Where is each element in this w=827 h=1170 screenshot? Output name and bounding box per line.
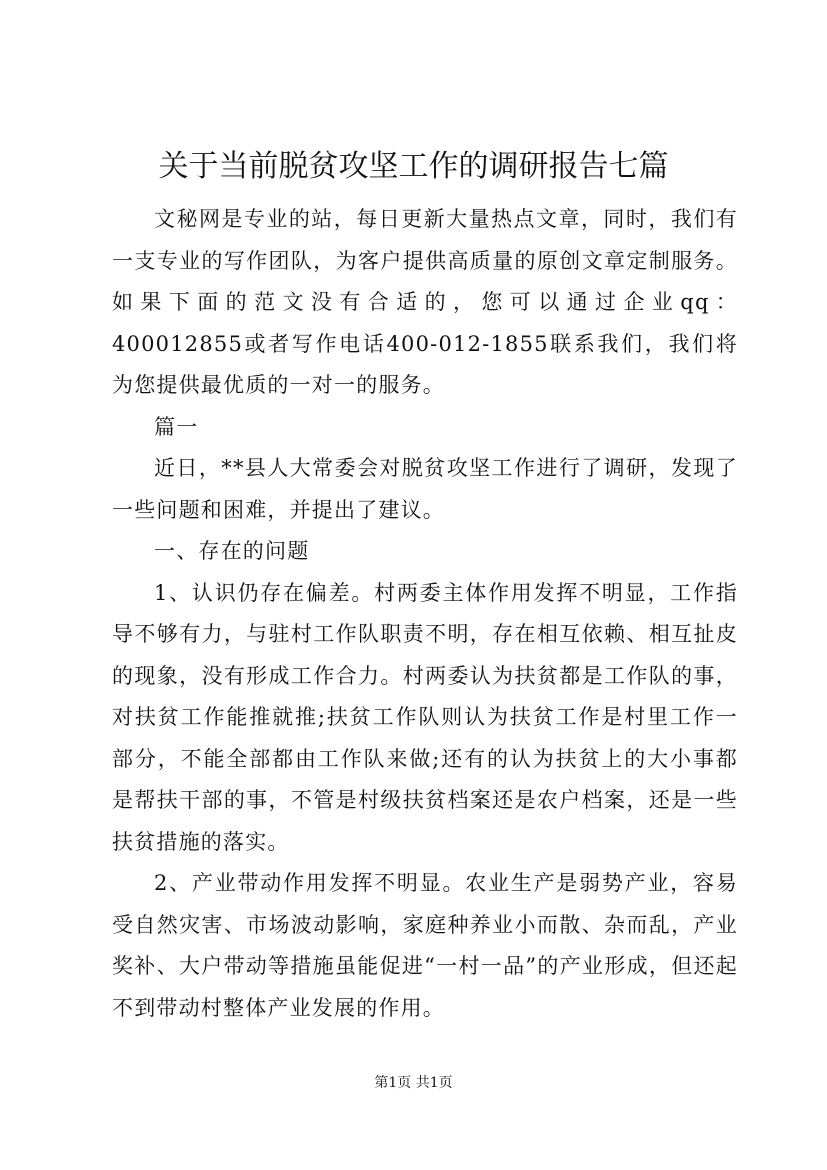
section-heading-part-one: 篇一: [154, 414, 199, 439]
document-body: [112, 199, 738, 1029]
page-footer: 第1页 共1页: [374, 1075, 453, 1091]
paragraph-problem-2: 2、产业带动作用发挥不明显。农业生产是弱势产业，容易受自然灾害、市场波动影响，家庭种养业小而散、杂而乱，产业奖补、大户带动等措施虽能促进“一村一品”的产业形成，但还起不到带动村整体产业发展的作用。: [112, 871, 738, 1020]
paragraph-problem-1: 1、认识仍存在偏差。村两委主体作用发挥不明显，工作指导不够有力，与驻村工作队职责不明，存在相互依赖、相互扯皮的现象，没有形成工作合力。村两委认为扶贫都是工作队的事，对扶贫工作能推就推;扶贫工作队则认为扶贫工作是村里工作一部分，不能全部都由工作队来做;还有的认为扶贫上的大小事都是帮扶干部的事，不管是村级扶贫档案还是农户档案，还是一些扶贫措施的落实。: [112, 580, 738, 854]
paragraph-overview: 近日，**县人大常委会对脱贫攻坚工作进行了调研，发现了一些问题和困难，并提出了建议。: [112, 456, 738, 522]
document-title: 关于当前脱贫攻坚工作的调研报告七篇: [158, 149, 669, 184]
paragraph-intro: 文秘网是专业的站，每日更新大量热点文章，同时，我们有一支专业的写作团队，为客户提供高质量的原创文章定制服务。如果下面的范文没有合适的，您可以通过企业qq：400012855或者写作电话400-012-1855联系我们，我们将为您提供最优质的一对一的服务。: [112, 207, 738, 397]
section-heading-problems: 一、存在的问题: [154, 539, 310, 563]
